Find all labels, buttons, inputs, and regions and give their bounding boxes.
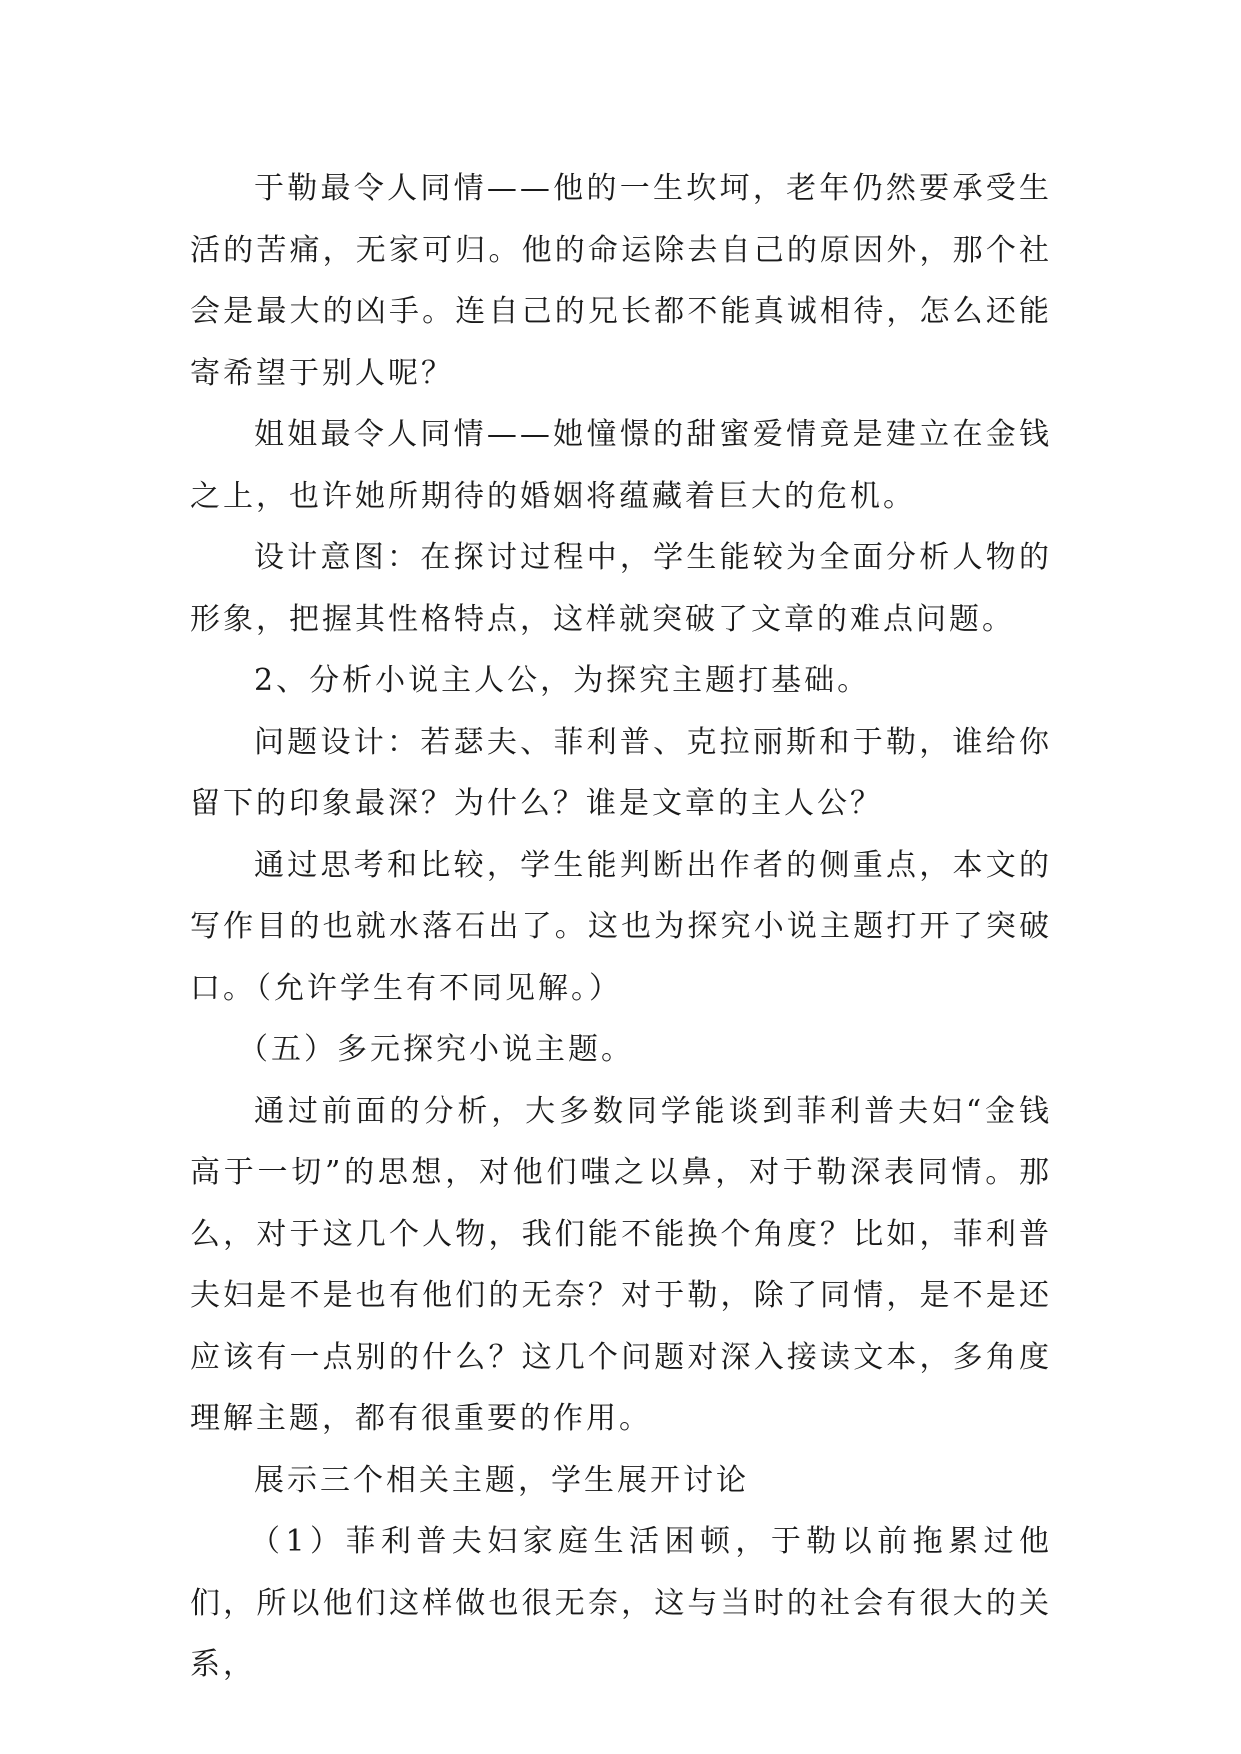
paragraph-section-5-heading: （五）多元探究小说主题。	[238, 1032, 634, 1067]
document-body	[190, 158, 1052, 1696]
paragraph-sister-sympathy: 姐姐最令人同情——她憧憬的甜蜜爱情竟是建立在金钱之上，也许她所期待的婚姻将蕴藏着巨大的危机。	[190, 417, 1052, 514]
paragraph-section-2-heading: 2、分析小说主人公，为探究主题打基础。	[254, 663, 871, 698]
paragraph-think-compare: 通过思考和比较，学生能判断出作者的侧重点，本文的写作目的也就水落石出了。这也为探究小说主题打开了突破口。（允许学生有不同见解。）	[190, 847, 1052, 1006]
paragraph-show-themes: 展示三个相关主题，学生展开讨论	[254, 1462, 749, 1498]
paragraph-theme-1: （1）菲利普夫妇家庭生活困顿，于勒以前拖累过他们，所以他们这样做也很无奈，这与当时的社会有很大的关系，	[190, 1524, 1052, 1682]
paragraph-yule-sympathy: 于勒最令人同情——他的一生坎坷，老年仍然要承受生活的苦痛，无家可归。他的命运除去自己的原因外，那个社会是最大的凶手。连自己的兄长都不能真诚相待，怎么还能寄希望于别人呢？	[190, 171, 1052, 391]
paragraph-design-intent: 设计意图：在探讨过程中，学生能较为全面分析人物的形象，把握其性格特点，这样就突破了文章的难点问题。	[190, 540, 1052, 637]
paragraph-analysis: 通过前面的分析，大多数同学能谈到菲利普夫妇“金钱高于一切”的思想，对他们嗤之以鼻，对于勒深表同情。那么，对于这几个人物，我们能不能换个角度？比如，菲利普夫妇是不是也有他们的无奈？对于勒，除了同情，是不是还应该有一点别的什么？这几个问题对深入接读文本，多角度理解主题，都有很重要的作用。	[190, 1093, 1052, 1436]
paragraph-question-design: 问题设计：若瑟夫、菲利普、克拉丽斯和于勒，谁给你留下的印象最深？为什么？谁是文章的主人公？	[190, 724, 1052, 821]
